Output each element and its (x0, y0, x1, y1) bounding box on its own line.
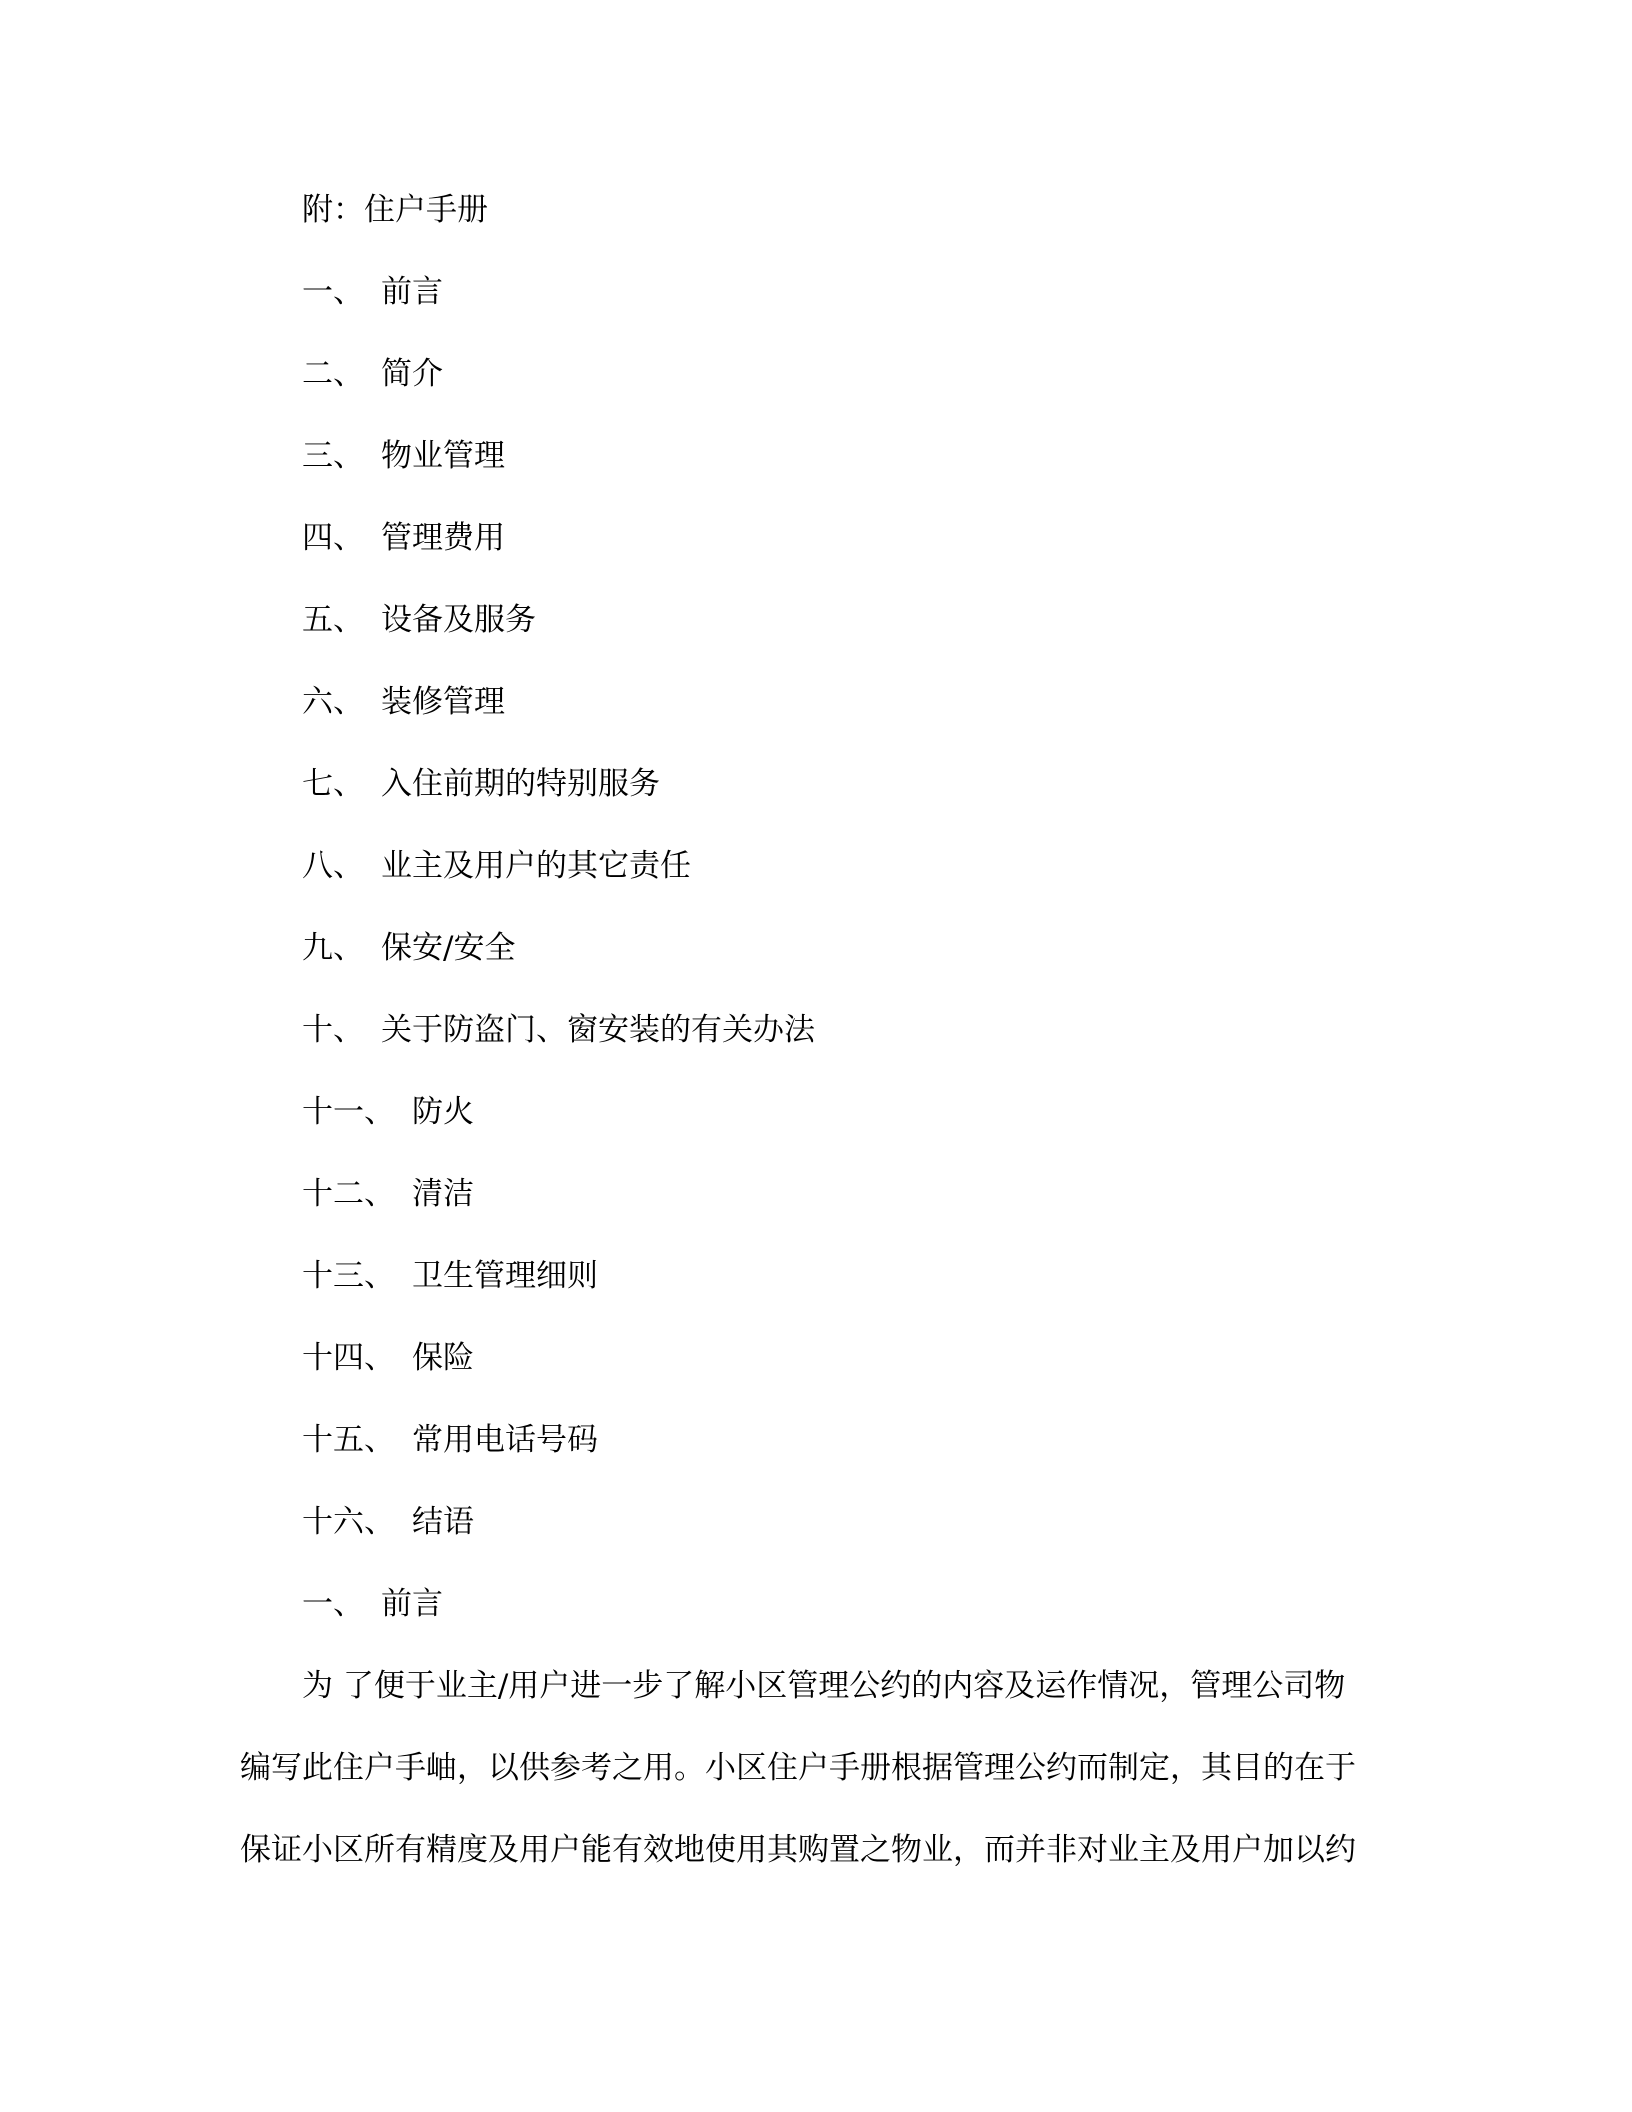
toc-number: 十一、 (302, 1094, 395, 1130)
toc-item-6 (302, 682, 505, 722)
toc-title: 简介 (381, 356, 443, 392)
toc-item-16 (302, 1502, 474, 1542)
toc-title: 清洁 (412, 1176, 474, 1212)
toc-item-15 (302, 1420, 598, 1460)
toc-item-7 (302, 764, 660, 804)
toc-title: 结语 (412, 1504, 474, 1540)
toc-item-12 (302, 1174, 474, 1214)
toc-title: 常用电话号码 (412, 1422, 598, 1458)
toc-number: 十四、 (302, 1340, 395, 1376)
toc-item-14 (302, 1338, 474, 1378)
section-number: 一、 (302, 1586, 364, 1622)
toc-number: 四、 (302, 520, 364, 556)
toc-title: 入住前期的特别服务 (381, 766, 660, 802)
toc-item-10 (302, 1010, 815, 1050)
toc-title: 设备及服务 (381, 602, 536, 638)
toc-number: 七、 (302, 766, 364, 802)
toc-item-8 (302, 846, 691, 886)
paragraph-line-2: 编写此住户手岫，以供参考之用。小区住户手册根据管理公约而制定，其目的在于 (240, 1750, 1356, 1786)
document-heading: 附：住户手册 (302, 192, 488, 228)
paragraph-line-3: 保证小区所有精度及用户能有效地使用其购置之物业，而并非对业主及用户加以约 (240, 1832, 1356, 1868)
toc-number: 六、 (302, 684, 364, 720)
toc-number: 五、 (302, 602, 364, 638)
toc-number: 一、 (302, 274, 364, 310)
toc-title: 保险 (412, 1340, 474, 1376)
toc-number: 十、 (302, 1012, 364, 1048)
toc-title: 业主及用户的其它责任 (381, 848, 691, 884)
toc-number: 十三、 (302, 1258, 395, 1294)
toc-number: 八、 (302, 848, 364, 884)
toc-item-5 (302, 600, 536, 640)
toc-title: 卫生管理细则 (412, 1258, 598, 1294)
toc-title: 保安/安全 (381, 930, 516, 966)
toc-number: 十二、 (302, 1176, 395, 1212)
toc-item-13 (302, 1256, 598, 1296)
toc-number: 十五、 (302, 1422, 395, 1458)
toc-item-1 (302, 272, 443, 312)
toc-title: 关于防盗门、窗安装的有关办法 (381, 1012, 815, 1048)
toc-item-4 (302, 518, 505, 558)
toc-title: 物业管理 (381, 438, 505, 474)
toc-item-2 (302, 354, 443, 394)
toc-title: 前言 (381, 274, 443, 310)
toc-number: 十六、 (302, 1504, 395, 1540)
toc-title: 防火 (412, 1094, 474, 1130)
paragraph-line-1: 为 了便于业主/用户进一步了解小区管理公约的内容及运作情况，管理公司物 (302, 1668, 1346, 1704)
section-title: 前言 (381, 1586, 443, 1622)
toc-title: 管理费用 (381, 520, 505, 556)
section-heading (302, 1584, 443, 1624)
toc-number: 九、 (302, 930, 364, 966)
toc-number: 三、 (302, 438, 364, 474)
toc-title: 装修管理 (381, 684, 505, 720)
toc-item-9 (302, 928, 515, 968)
toc-number: 二、 (302, 356, 364, 392)
toc-item-3 (302, 436, 505, 476)
toc-item-11 (302, 1092, 474, 1132)
